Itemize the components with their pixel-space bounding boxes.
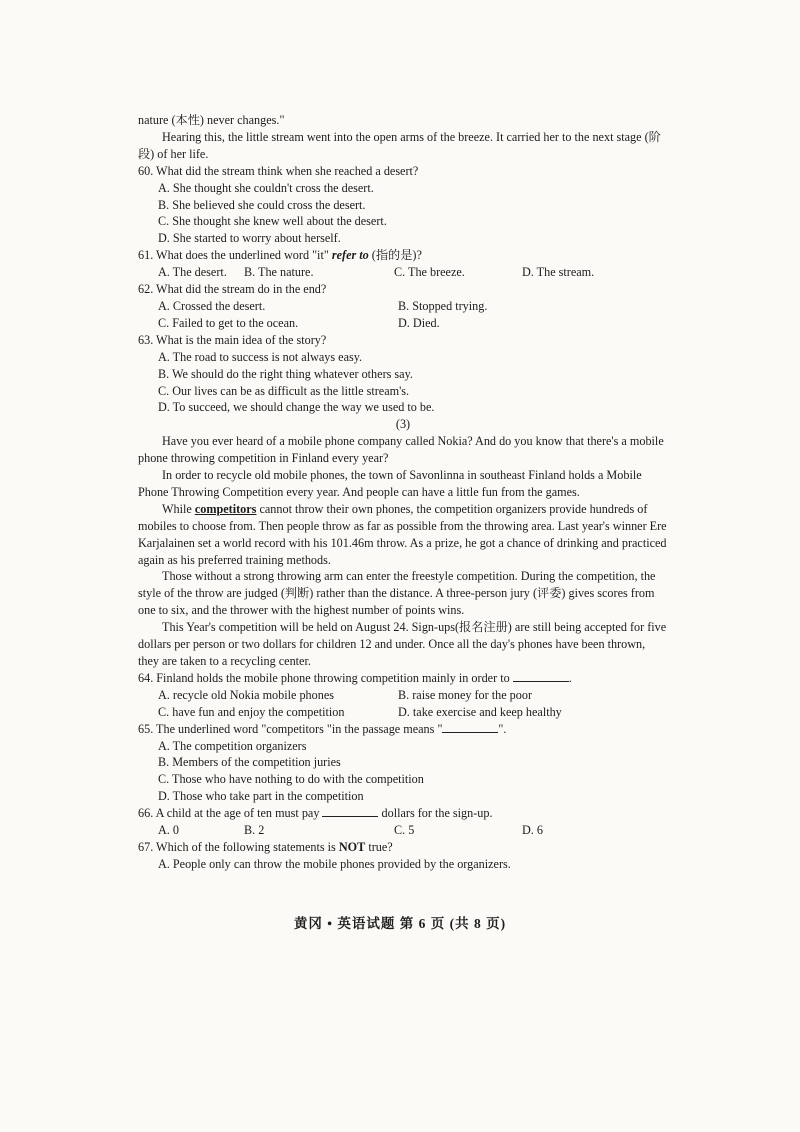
option: D. 6 — [522, 823, 543, 838]
passage-text: While — [162, 501, 195, 516]
options-row — [158, 315, 668, 332]
question-61 — [138, 247, 668, 264]
option: C. have fun and enjoy the competition — [158, 704, 345, 719]
options-row — [158, 822, 668, 839]
passage-text: cannot throw their own phones, the competition organizers provide hundreds of mobiles to choose from. Then people throw as far as possible from the throwing area. Last year's winner Ere Karjalainen set a world record with his 101.46m throw. As a prize, he got a chance of drinking and practiced again as his preferred training methods. — [138, 501, 667, 567]
question-66 — [138, 805, 668, 822]
option: A. 0 — [158, 823, 179, 838]
option: D. She started to worry about herself. — [158, 231, 341, 246]
passage-text: Hearing this, the little stream went into the open arms of the breeze. It carried her to the next stage (阶段) of her life. — [138, 129, 661, 161]
option: C. Those who have nothing to do with the competition — [158, 772, 424, 787]
option: B. 2 — [244, 823, 265, 838]
option: A. People only can throw the mobile phones provided by the organizers. — [158, 856, 511, 871]
question-60: 60. What did the stream think when she reached a desert? — [138, 163, 419, 178]
option: B. raise money for the poor — [398, 687, 533, 702]
option: D. To succeed, we should change the way we used to be. — [158, 400, 435, 415]
question-text: 61. What does the underlined word "it" — [138, 248, 332, 263]
option: C. 5 — [394, 823, 415, 838]
page-content — [138, 112, 668, 873]
passage-paragraph — [138, 501, 668, 569]
passage-paragraph: Have you ever heard of a mobile phone company called Nokia? And do you know that there's a mobile phone throwing competition in Finland every year? — [138, 434, 664, 466]
question-text: 67. Which of the following statements is — [138, 839, 339, 854]
option: B. We should do the right thing whatever others say. — [158, 366, 413, 381]
answer-blank — [513, 671, 569, 682]
options-row — [158, 264, 668, 281]
options-row — [158, 298, 668, 315]
option: D. take exercise and keep healthy — [398, 704, 562, 719]
option: B. Members of the competition juries — [158, 755, 341, 770]
section-label: (3) — [395, 417, 411, 432]
question-63: 63. What is the main idea of the story? — [138, 332, 327, 347]
question-text: 65. The underlined word "competitors "in the passage means " — [138, 721, 443, 736]
question-emphasis: refer to — [331, 248, 369, 263]
option: A. She thought she couldn't cross the desert. — [158, 180, 374, 195]
option: A. Crossed the desert. — [158, 298, 266, 313]
question-62: 62. What did the stream do in the end? — [138, 282, 327, 297]
option: C. Failed to get to the ocean. — [158, 315, 299, 330]
underlined-word: competitors — [194, 501, 257, 516]
options-row — [158, 704, 668, 721]
option: C. The breeze. — [394, 265, 465, 280]
option: A. The road to success is not always easy. — [158, 349, 363, 364]
passage-paragraph: In order to recycle old mobile phones, the town of Savonlinna in southeast Finland holds a Mobile Phone Throwing Competition every year. And people can have a little fun from the games. — [138, 468, 642, 499]
passage-paragraph: Those without a strong throwing arm can enter the freestyle competition. During the competition, the style of the throw are judged (判断) rather than the distance. A three-person jury (评委) gives scores from one to six, and the thrower with the highest number of points wins. — [138, 569, 656, 618]
option: B. The nature. — [244, 265, 314, 280]
option: C. She thought she knew well about the desert. — [158, 214, 387, 229]
question-text: ". — [498, 721, 507, 736]
passage-paragraph: This Year's competition will be held on August 24. Sign-ups(报名注册) are still being accepted for five dollars per person or two dollars for children 12 and under. Once all the day's phones have been thrown, they are taken to a recycling center. — [138, 620, 667, 668]
option: A. recycle old Nokia mobile phones — [158, 687, 334, 702]
option: D. The stream. — [522, 265, 595, 280]
question-emphasis: NOT — [338, 839, 366, 854]
answer-blank — [442, 722, 498, 733]
question-65 — [138, 721, 668, 738]
question-64: 64. Finland holds the mobile phone throwing competition mainly in order to . — [138, 670, 572, 685]
option: B. She believed she could cross the desert. — [158, 197, 366, 212]
question-text: (指的是)? — [368, 248, 422, 263]
option: A. The desert. — [158, 265, 227, 280]
page-footer: 黄冈 • 英语试题 第 6 页 (共 8 页) — [293, 916, 507, 931]
option: B. Stopped trying. — [398, 298, 488, 313]
option: C. Our lives can be as difficult as the little stream's. — [158, 383, 410, 398]
option: D. Died. — [398, 315, 440, 330]
option: A. The competition organizers — [158, 738, 307, 753]
question-67 — [138, 839, 668, 856]
question-text: dollars for the sign-up. — [381, 806, 493, 821]
question-text: 64. Finland holds the mobile phone throwing competition mainly in order to — [138, 670, 510, 685]
options-row — [158, 687, 668, 704]
answer-blank — [322, 806, 378, 817]
passage-text: nature (本性) never changes." — [138, 113, 285, 127]
option: D. Those who take part in the competition — [158, 789, 364, 804]
question-text: 66. A child at the age of ten must pay — [138, 806, 320, 821]
question-text: true? — [365, 839, 393, 854]
